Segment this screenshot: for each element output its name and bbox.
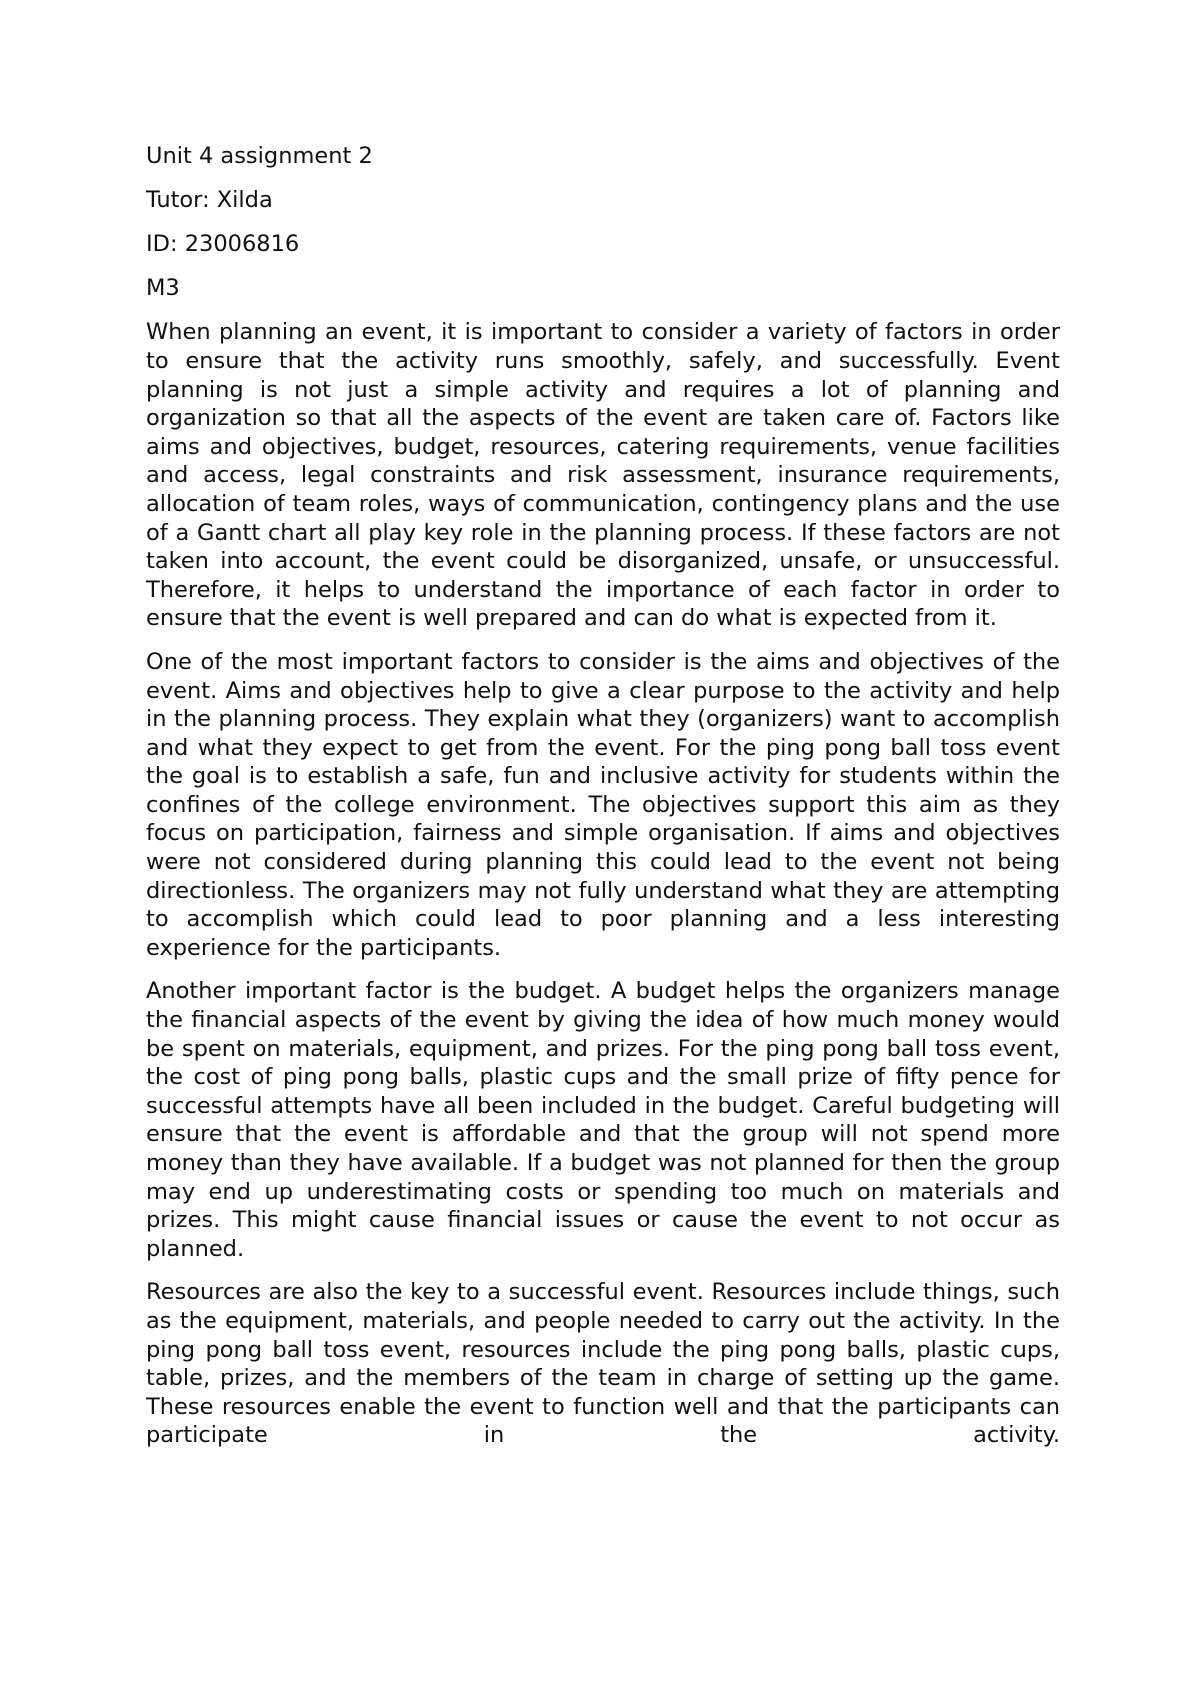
paragraph-resources: Resources are also the key to a successful event. Resources include things, such as the equipment, materials, and people needed to carry out the activity. In the ping pong ball toss event, resources include the ping pong balls, plastic cups, table, prizes, and the members of the team in charge of setting up the game. These resources enable the event to function well and that the participants can participate in the activity. — [146, 1279, 1060, 1449]
paragraph-introduction: When planning an event, it is important to consider a variety of factors in order to ensure that the activity runs smoothly, safely, and successfully. Event planning is not just a simple activity and requires a lot of planning and organization so that all the aspects of the event are taken care of. Factors like aims and objectives, budget, resources, catering requirements, venue facilities and access, legal constraints and risk assessment, insurance requirements, allocation of team roles, ways of communication, contingency plans and the use of a Gantt chart all play key role in the planning process. If these factors are not taken into account, the event could be disorganized, unsafe, or unsuccessful. Therefore, it helps to understand the importance of each factor in order to ensure that the event is well prepared and can do what is expected from it. — [146, 319, 1060, 632]
tutor-line: Tutor: Xilda — [146, 187, 273, 214]
student-id-line: ID: 23006816 — [146, 231, 300, 258]
document-body — [146, 142, 1060, 1465]
assignment-title: Unit 4 assignment 2 — [146, 143, 373, 169]
paragraph-budget: Another important factor is the budget. A budget helps the organizers manage the financial aspects of the event by giving the idea of how much money would be spent on materials, equipment, and prizes. For the ping pong ball toss event, the cost of ping pong balls, plastic cups and the small prize of fifty pence for successful attempts have all been included in the budget. Careful budgeting will ensure that the event is affordable and that the group will not spend more money than they have available. If a budget was not planned for then the group may end up underestimating costs or spending too much on materials and prizes. This might cause financial issues or cause the event to not occur as planned. — [146, 978, 1060, 1262]
section-heading: M3 — [146, 275, 180, 302]
paragraph-aims-objectives: One of the most important factors to consider is the aims and objectives of the event. Aims and objectives help to give a clear purpose to the activity and help in the planning process. They explain what they (organizers) want to accomplish and what they expect to get from the event. For the ping pong ball toss event the goal is to establish a safe, fun and inclusive activity for students within the confines of the college environment. The objectives support this aim as they focus on participation, fairness and simple organisation. If aims and objectives were not considered during planning this could lead to the event not being directionless. The organizers may not fully understand what they are attempting to accomplish which could lead to poor planning and a less interesting experience for the participants. — [146, 648, 1060, 961]
